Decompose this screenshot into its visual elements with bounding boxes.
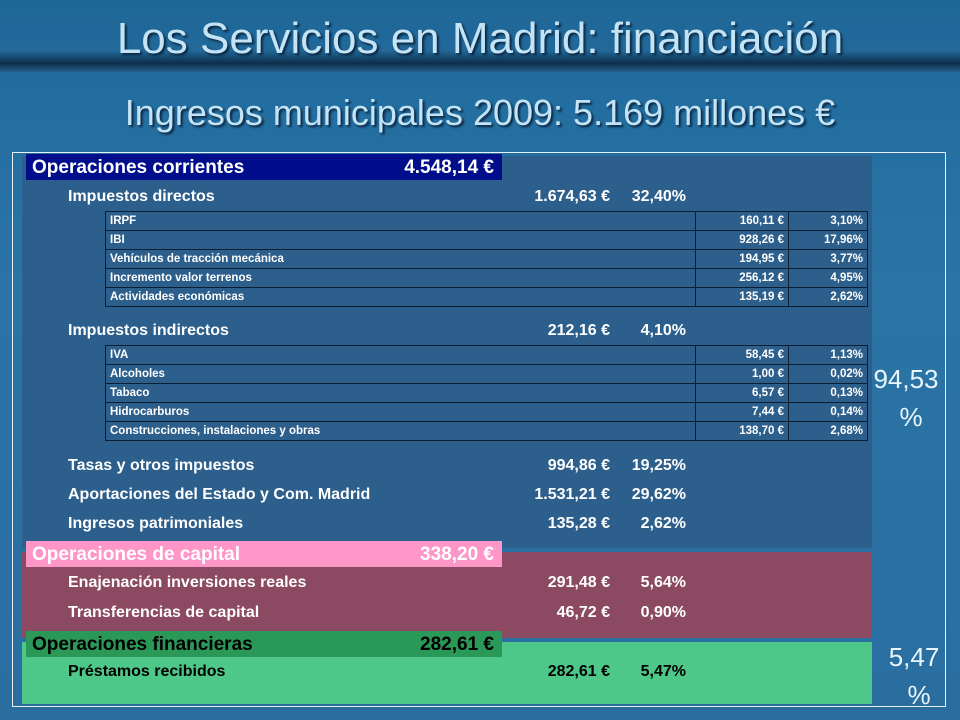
cell-percent: 1,13% [789,346,868,365]
row-amount: 291,48 € [547,574,610,591]
corrientes-share-value: 94,53 [873,364,939,394]
row-label: Impuestos directos [68,188,215,205]
cell-name: Vehículos de tracción mecánica [106,250,696,269]
corrientes-share-unit: % [899,402,923,432]
row-label: Tasas y otros impuestos [68,457,255,474]
table-row [106,346,868,365]
cell-amount: 138,70 € [696,422,789,441]
cell-percent: 0,02% [789,365,868,384]
table-row [106,231,868,250]
cell-percent: 3,10% [789,212,868,231]
cell-name: Alcoholes [106,365,696,384]
table-row [106,403,868,422]
cell-name: Actividades económicas [106,288,696,307]
table-row [106,384,868,403]
row-percent: 32,40% [631,188,686,205]
row-tasas [68,455,698,479]
cell-amount: 6,57 € [696,384,789,403]
cell-percent: 4,95% [789,269,868,288]
cell-amount: 7,44 € [696,403,789,422]
row-percent: 19,25% [631,457,686,474]
row-amount: 1.674,63 € [534,188,610,205]
table-row [106,269,868,288]
table-row [106,288,868,307]
row-percent: 2,62% [640,515,686,532]
cell-amount: 160,11 € [696,212,789,231]
row-transferencias [68,602,698,626]
cell-percent: 3,77% [789,250,868,269]
cell-amount: 1,00 € [696,365,789,384]
row-label: Impuestos indirectos [68,322,229,339]
cell-percent: 17,96% [789,231,868,250]
row-amount: 1.531,21 € [534,486,610,503]
financieras-label: Operaciones financieras [32,634,253,655]
cell-name: Construcciones, instalaciones y obras [106,422,696,441]
row-percent: 5,47% [640,663,686,680]
row-patrimoniales [68,513,698,537]
row-impuestos-directos [68,186,698,210]
capital-amount: 338,20 € [420,544,494,565]
cell-name: IBI [106,231,696,250]
row-impuestos-indirectos [68,320,698,344]
row-enajenacion [68,572,698,596]
table-row [106,250,868,269]
cell-name: Incremento valor terrenos [106,269,696,288]
cell-amount: 928,26 € [696,231,789,250]
row-amount: 212,16 € [547,322,610,339]
row-percent: 0,90% [640,604,686,621]
row-amount: 282,61 € [547,663,610,680]
cell-percent: 2,68% [789,422,868,441]
cell-percent: 0,13% [789,384,868,403]
cell-amount: 194,95 € [696,250,789,269]
row-amount: 135,28 € [547,515,610,532]
financieras-share-value: 5,47 [888,642,940,672]
corrientes-header [26,154,502,180]
cell-percent: 2,62% [789,288,868,307]
cell-amount: 58,45 € [696,346,789,365]
row-prestamos [68,661,698,685]
row-percent: 5,64% [640,574,686,591]
capital-header [26,541,502,567]
cell-name: Tabaco [106,384,696,403]
financieras-share-unit: % [907,680,931,710]
row-label: Préstamos recibidos [68,663,226,680]
row-amount: 46,72 € [556,604,610,621]
row-aportaciones [68,484,698,508]
row-percent: 4,10% [640,322,686,339]
slide-subtitle: Ingresos municipales 2009: 5.169 millones € [124,92,836,133]
financieras-amount: 282,61 € [420,634,494,655]
capital-label: Operaciones de capital [32,544,241,565]
indirectos-detail-table [105,345,868,441]
row-label: Enajenación inversiones reales [68,574,307,591]
row-label: Aportaciones del Estado y Com. Madrid [68,486,371,503]
table-row [106,212,868,231]
financieras-header [26,631,502,657]
corrientes-amount: 4.548,14 € [404,157,494,178]
table-row [106,422,868,441]
corrientes-label: Operaciones corrientes [32,157,245,178]
cell-name: IVA [106,346,696,365]
cell-percent: 0,14% [789,403,868,422]
row-label: Ingresos patrimoniales [68,515,244,532]
cell-amount: 135,19 € [696,288,789,307]
row-percent: 29,62% [631,486,686,503]
row-label: Transferencias de capital [68,604,260,621]
slide-title: Los Servicios en Madrid: financiación [116,14,844,63]
cell-name: IRPF [106,212,696,231]
row-amount: 994,86 € [547,457,610,474]
cell-amount: 256,12 € [696,269,789,288]
directos-detail-table [105,211,868,307]
cell-name: Hidrocarburos [106,403,696,422]
table-row [106,365,868,384]
